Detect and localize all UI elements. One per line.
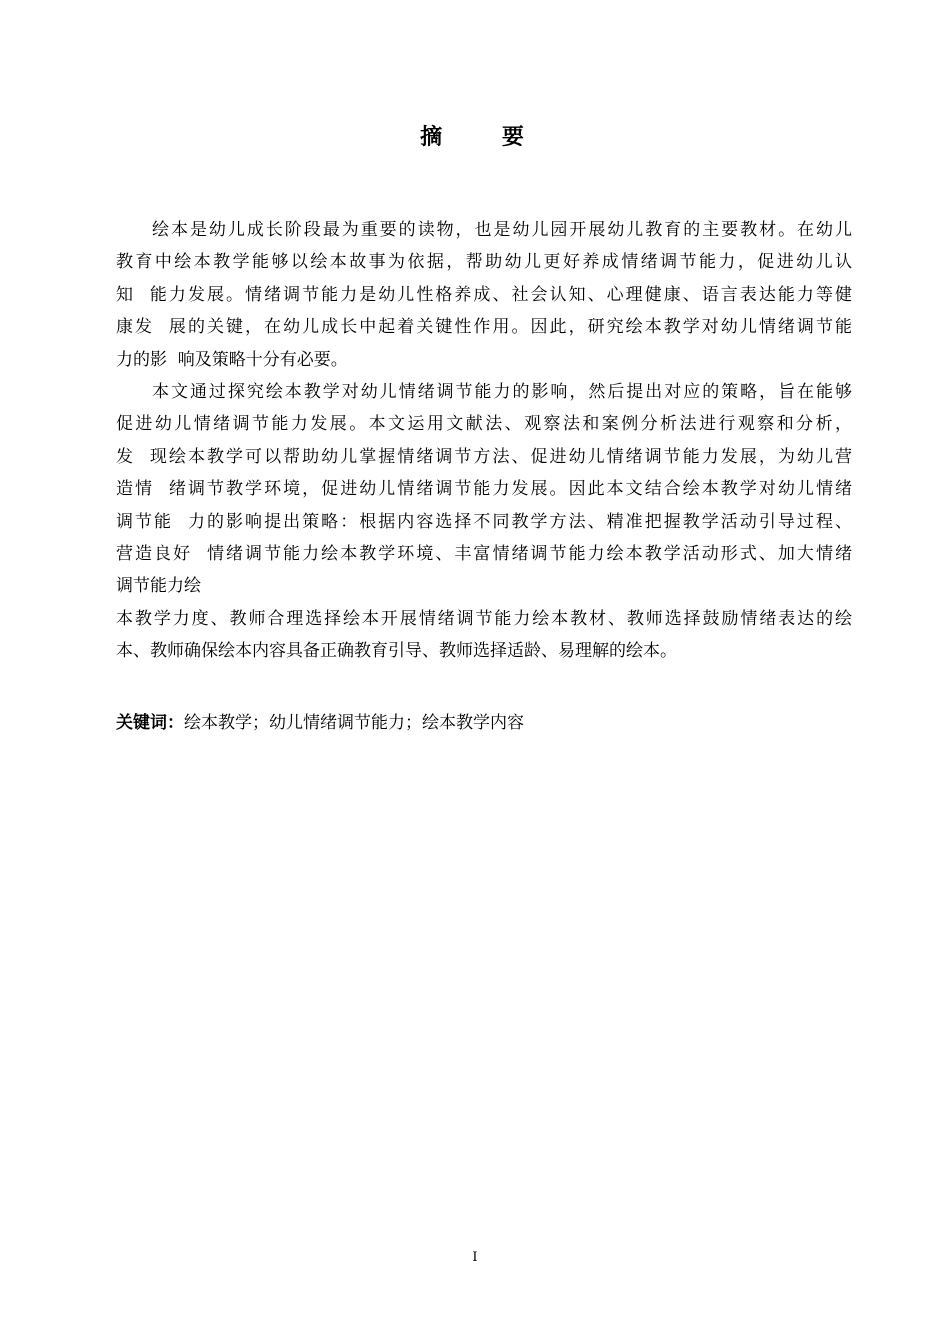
abstract-title: 摘 要 [420, 125, 550, 150]
paragraph-1-line: 康发 展的关键，在幼儿成长中起着关键性作用。因此，研究绘本教学对幼儿情绪调节能 [116, 317, 852, 338]
paragraph-2-line: 本教学力度、教师合理选择绘本开展情绪调节能力绘本教材、教师选择鼓励情绪表达的绘 [116, 608, 852, 629]
paragraph-1-line: 力的影 响及策略十分有必要。 [116, 349, 348, 370]
paragraph-1-line: 教育中绘本教学能够以绘本故事为依据，帮助幼儿更好养成情绪调节能力，促进幼儿认 [116, 252, 852, 273]
paragraph-2-line: 调节能 力的影响提出策略：根据内容选择不同教学方法、精准把握教学活动引导过程、 [116, 511, 852, 532]
paragraph-2-line: 本文通过探究绘本教学对幼儿情绪调节能力的影响，然后提出对应的策略，旨在能够 [152, 381, 852, 402]
keywords-value: 绘本教学；幼儿情绪调节能力；绘本教学内容 [184, 713, 524, 733]
paragraph-2-line: 促进幼儿情绪调节能力发展。本文运用文献法、观察法和案例分析法进行观察和分析， [116, 414, 852, 435]
paragraph-2-line: 造情 绪调节教学环境，促进幼儿情绪调节能力发展。因此本文结合绘本教学对幼儿情绪 [116, 479, 852, 500]
abstract-body [116, 214, 852, 667]
page-number: I [472, 1250, 478, 1265]
paragraph-2-line: 调节能力绘 [116, 576, 201, 597]
paragraph-1-line: 绘本是幼儿成长阶段最为重要的读物，也是幼儿园开展幼儿教育的主要教材。在幼儿 [152, 220, 852, 240]
paragraph-2-line: 营造良好 情绪调节能力绘本教学环境、丰富情绪调节能力绘本教学活动形式、加大情绪 [116, 543, 852, 564]
paragraph-2-line: 发 现绘本教学可以帮助幼儿掌握情绪调节方法、促进幼儿情绪调节能力发展，为幼儿营 [116, 446, 852, 467]
paragraph-1-line: 知 能力发展。情绪调节能力是幼儿性格养成、社会认知、心理健康、语言表达能力等健 [116, 284, 852, 305]
keywords [116, 707, 524, 739]
paragraph-2-line: 本、教师确保绘本内容具备正确教育引导、教师选择适龄、易理解的绘本。 [116, 641, 677, 662]
keywords-label: 关键词： [116, 713, 184, 733]
